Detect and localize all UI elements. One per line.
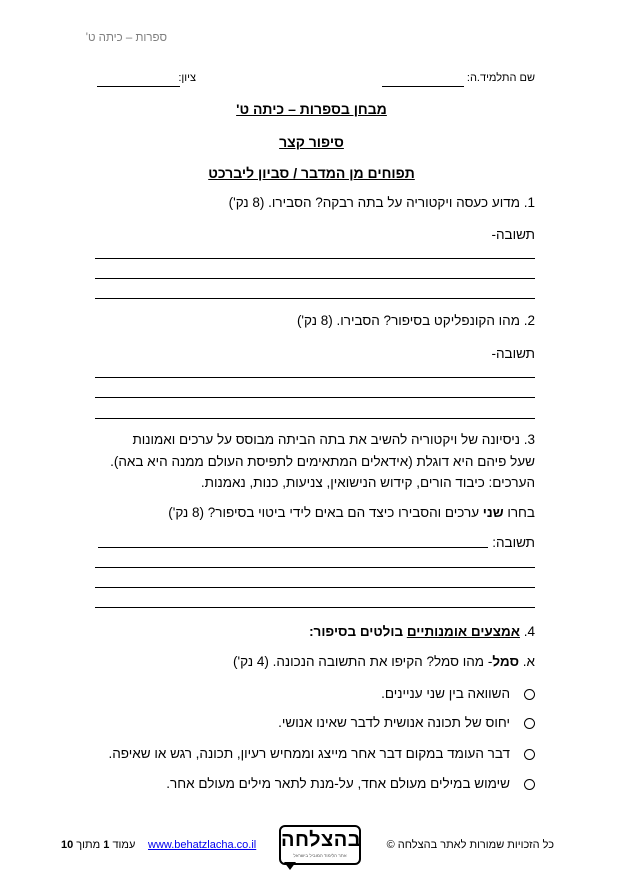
grade-label: ציון: (178, 72, 196, 84)
genre-title: סיפור קצר (279, 134, 344, 150)
speech-bubble-tail-icon (284, 862, 296, 870)
page-number: עמוד 1 מתוך 10 (61, 839, 136, 851)
answer-3-line[interactable] (95, 587, 535, 588)
running-header: ספרות – כיתה ט' (85, 32, 167, 44)
exam-title: מבחן בספרות – כיתה ט' (236, 101, 387, 117)
student-name-label: שם התלמיד.ה: (466, 72, 535, 84)
answer-1-label: תשובה- (491, 227, 535, 242)
question-3-instruction: בחרו שני ערכים והסבירו כיצד הם באים לידי ביטוי בסיפור? (8 נק') (168, 505, 535, 520)
answer-2-line[interactable] (95, 418, 535, 419)
answer-2-line[interactable] (95, 397, 535, 398)
question-3-values: הערכים: כיבוד הורים, קידוש הנישואין, צניעות, כנות, נאמנות. (200, 475, 535, 490)
answer-1-line[interactable] (95, 258, 535, 259)
answer-1-line[interactable] (95, 278, 535, 279)
question-3-line-1: 3. ניסיונה של ויקטוריה להשיב את בתה הביתה מבוסס על ערכים ואמונות (132, 432, 535, 447)
copyright-notice: כל הזכויות שמורות לאתר בהצלחה © (386, 839, 554, 851)
option-1[interactable]: השוואה בין שני עניינים. (381, 686, 535, 701)
brand-logo (279, 825, 361, 865)
answer-3-line[interactable] (98, 547, 488, 548)
answer-1-line[interactable] (95, 298, 535, 299)
option-2[interactable]: יחוס של תכונה אנושית לדבר שאינו אנושי. (278, 715, 535, 730)
logo-wordmark: בהצלחה (281, 829, 362, 851)
question-2: 2. מהו הקונפליקט בסיפור? הסבירו. (8 נק') (296, 313, 535, 328)
question-1: 1. מדוע כעסה ויקטוריה על בתה רבקה? הסבירו. (8 נק') (228, 195, 535, 210)
radio-circle-icon[interactable] (524, 749, 535, 760)
story-title: תפוחים מן המדבר / סביון ליברכט (208, 165, 415, 181)
student-name-blank[interactable] (382, 86, 464, 87)
question-3-line-2: שעל פיהם היא דוגלת (אידאלים המתאימים לתפיסת העולם ממנה היא באה). (110, 454, 535, 469)
question-4a: א. סמל- מהו סמל? הקיפו את התשובה הנכונה. (4 נק') (233, 654, 535, 669)
radio-circle-icon[interactable] (524, 779, 535, 790)
grade-blank[interactable] (97, 86, 180, 87)
answer-3-label: תשובה: (492, 535, 535, 550)
radio-circle-icon[interactable] (524, 718, 535, 729)
logo-tagline: אתר הלימוד המוביל בישראל (293, 853, 347, 858)
answer-3-line[interactable] (95, 607, 535, 608)
answer-2-line[interactable] (95, 377, 535, 378)
option-4[interactable]: שימוש במילים מעולם אחד, על-מנת לתאר מילים מעולם אחר. (166, 776, 535, 791)
radio-circle-icon[interactable] (524, 689, 535, 700)
option-3[interactable]: דבר העומד במקום דבר אחר מייצג וממחיש רעיון, תכונה, רגש או שאיפה. (109, 746, 536, 761)
answer-2-label: תשובה- (491, 346, 535, 361)
question-4-heading: 4. אמצעים אומנותיים בולטים בסיפור: (309, 624, 535, 639)
website-link[interactable]: www.behatzlacha.co.il (148, 839, 257, 851)
answer-3-line[interactable] (95, 567, 535, 568)
